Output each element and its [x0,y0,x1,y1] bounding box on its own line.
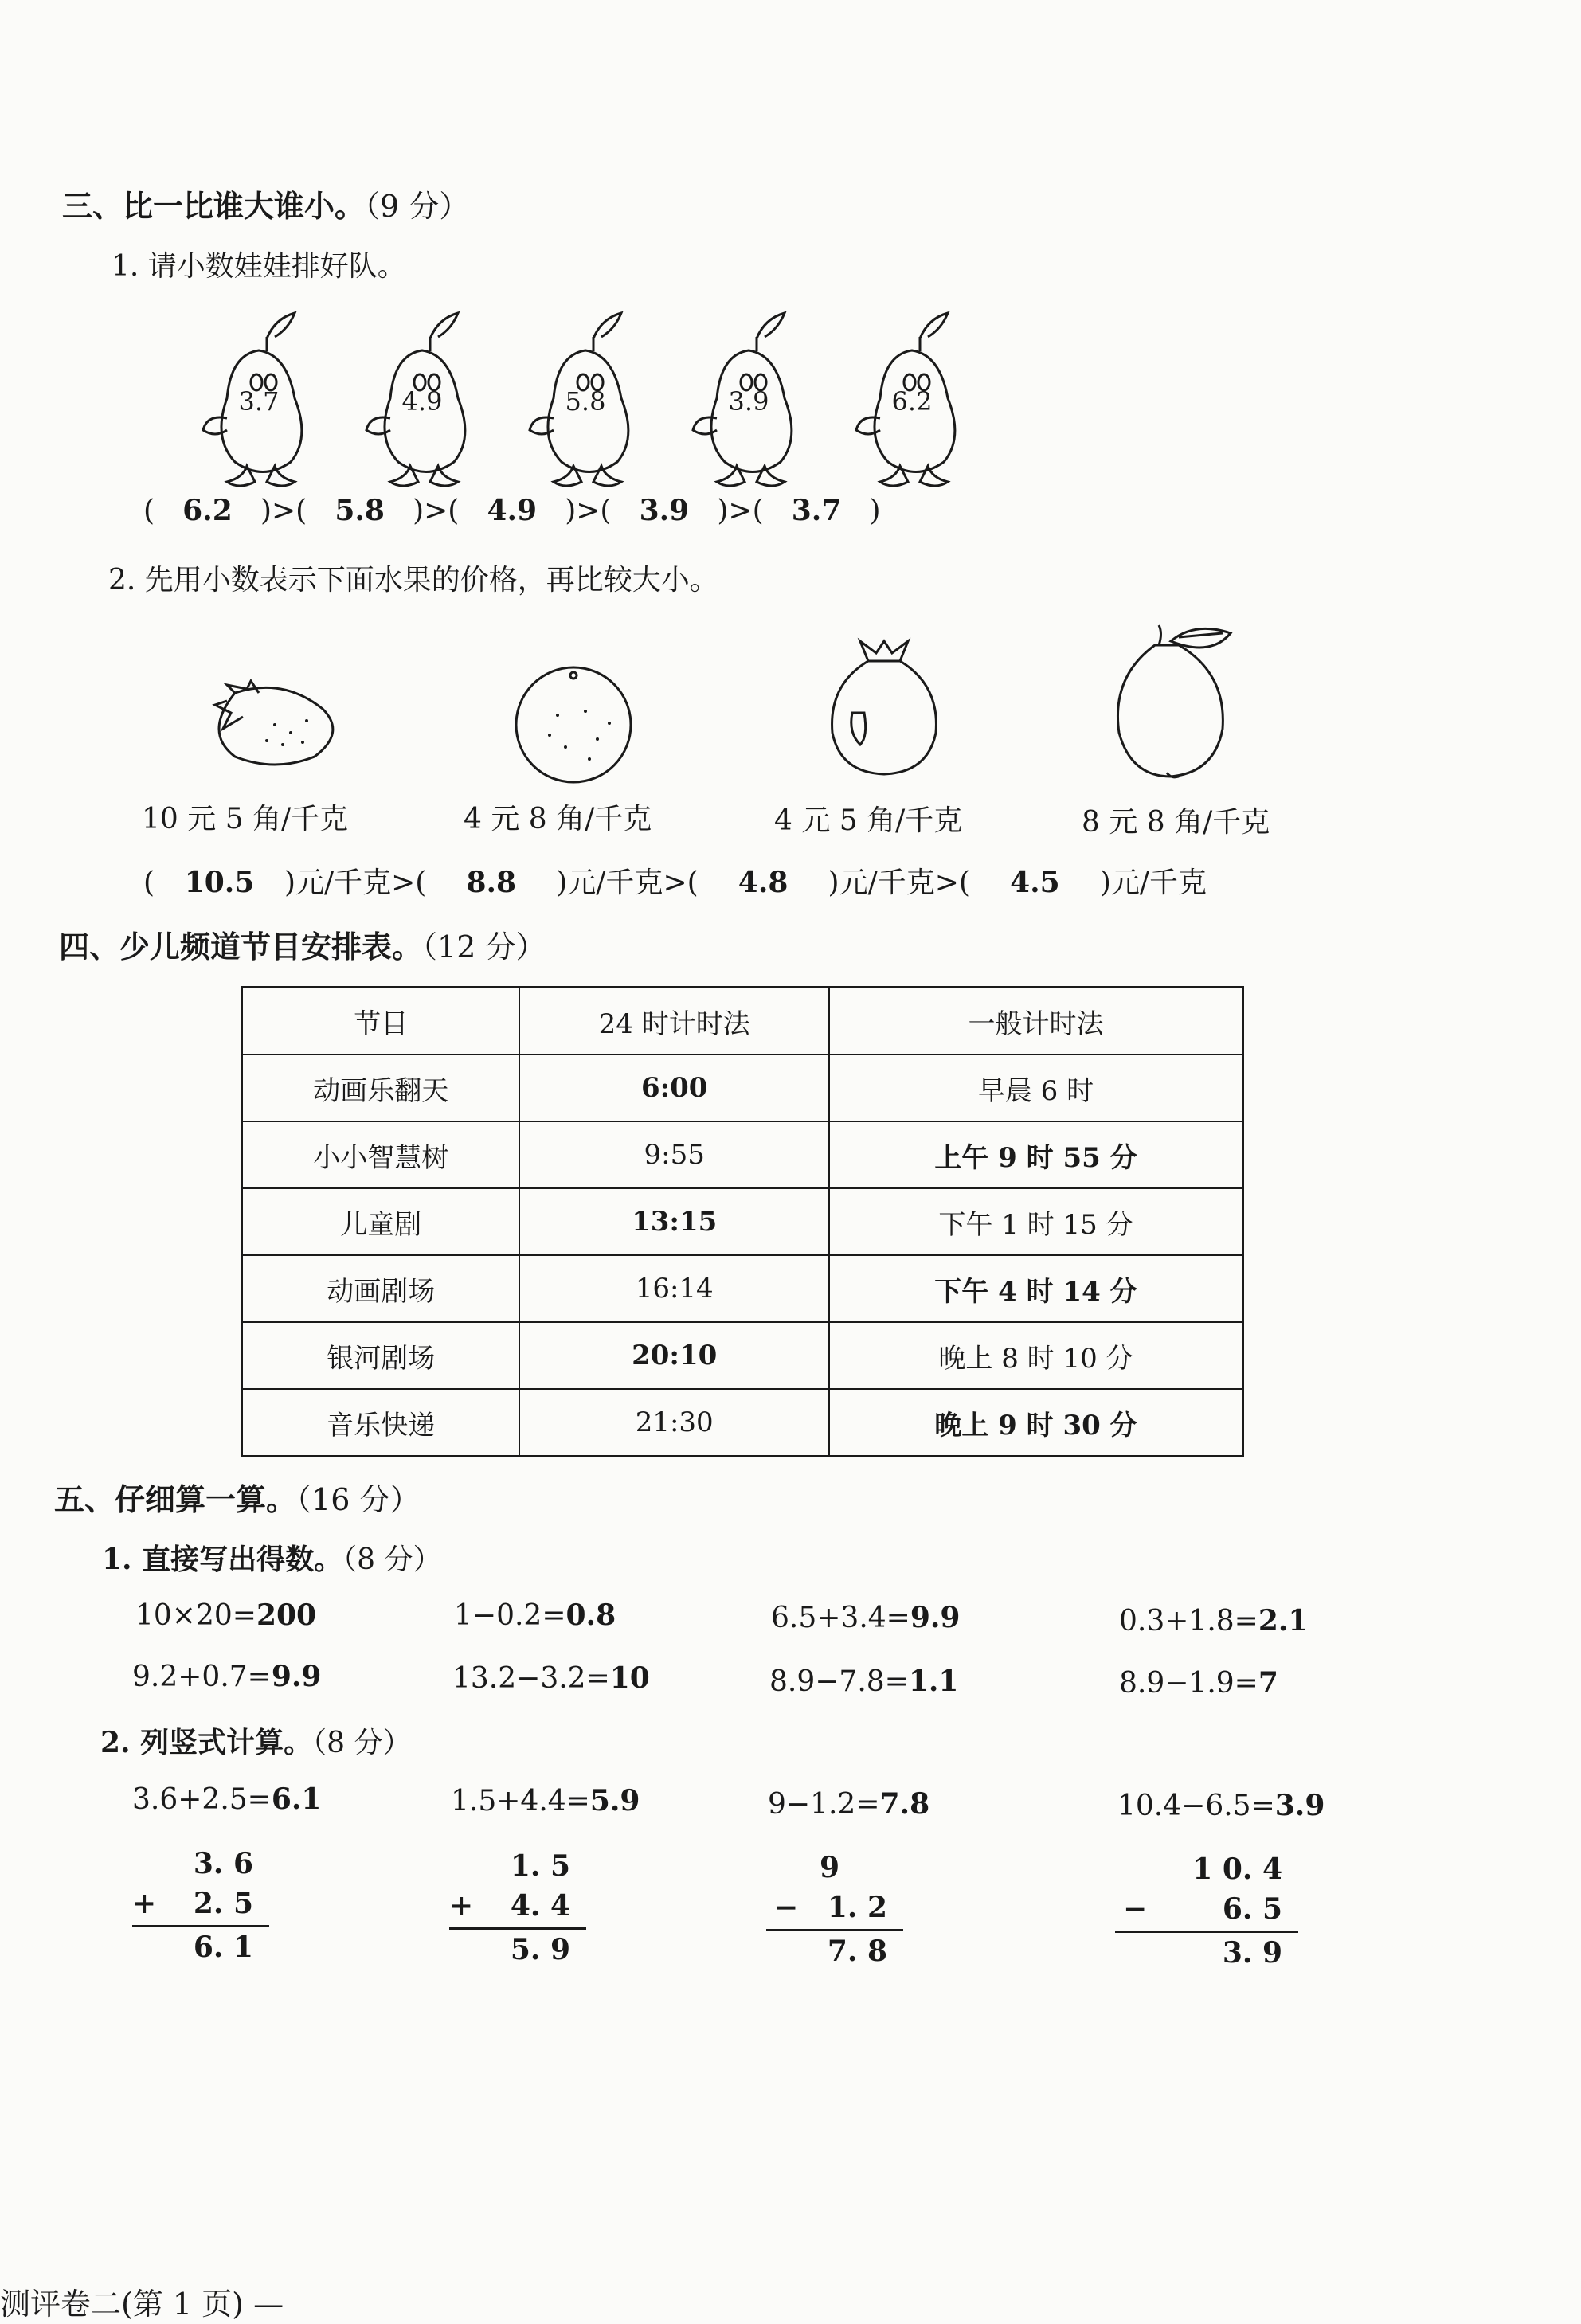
vertical-result: 5. 9 [510,1933,570,1966]
program-name: 音乐快递 [242,1389,520,1457]
section5-q2-label [100,1720,411,1761]
vertical-calc-expr [132,1782,321,1816]
compare-answer: 4.8 [738,866,789,899]
pear-number: 5.8 [565,386,606,417]
compare-unit: 元/千克 [295,867,392,899]
compare-answer: 10.5 [184,866,255,899]
calc-expr: 13.2−3.2= [452,1662,610,1695]
calc-answer: 10 [609,1661,650,1695]
price-compare-line: ( 10.5 )元/千克>( 8.8 )元/千克>( 4.8 )元/千克>( 4.5 )元/千克 [143,866,1207,899]
vertical-op: − [1123,1892,1148,1926]
pear-number: 4.9 [401,386,443,417]
time-general: 晚上 8 时 10 分 [829,1322,1243,1389]
fruit-price: 8 元 8 角/千克 [1082,806,1270,839]
vertical-bottom: 1. 2 [827,1891,887,1924]
vertical-result: 7. 8 [827,1935,887,1968]
vertical-result: 3. 9 [1222,1936,1282,1970]
calc-answer: 5.9 [589,1784,640,1817]
section3-q1-label: 1. 请小数娃娃排好队。 [112,250,406,283]
time-24h: 6:00 [519,1054,829,1121]
vertical-op: + [449,1889,474,1923]
table-row [242,1121,1243,1188]
vertical-op: + [132,1887,157,1920]
page-footer: 测评卷二(第 1 页) — [0,2287,284,2322]
order-answer: 5.8 [335,494,385,527]
direct-calc [454,1598,616,1632]
program-name: 动画剧场 [242,1255,520,1322]
vertical-bottom: 4. 4 [510,1889,570,1923]
time-general: 下午 1 时 15 分 [829,1188,1243,1255]
calc-expr: 1.5+4.4= [451,1785,590,1817]
order-answer: 4.9 [487,494,538,527]
table-row [242,1389,1243,1457]
calc-expr: 6.5+3.4= [771,1602,910,1634]
time-24h: 21:30 [519,1389,829,1457]
calc-answer: 9.9 [271,1660,322,1693]
section3-title: 三、比一比谁大谁小。 [62,188,366,224]
calc-answer: 6.1 [271,1782,322,1816]
table-header-cell: 24 时计时法 [519,988,829,1055]
table-header-cell: 一般计时法 [829,988,1243,1055]
order-answer-line: ( 6.2 )>( 5.8 )>( 4.9 )>( 3.9 )>( 3.7 ) [143,494,881,527]
vertical-calc [1115,1849,1298,1973]
q2-label-text: 2. 列竖式计算。 [100,1726,313,1759]
compare-unit: 元/千克 [1110,867,1207,899]
vertical-calc-expr [1117,1789,1325,1822]
compare-answer: 4.5 [1010,866,1060,899]
calc-answer: 9.9 [910,1601,961,1634]
vertical-calc [132,1844,269,1967]
pomegranate-icon [824,637,944,781]
section5-heading [54,1475,420,1519]
table-header-cell: 节目 [242,988,520,1055]
time-general: 上午 9 时 55 分 [829,1121,1243,1188]
calc-answer: 1.1 [908,1665,959,1698]
order-answer: 3.9 [639,494,690,527]
compare-answer: 8.8 [466,866,517,899]
pear-card [191,307,327,498]
table-row [242,1322,1243,1389]
lemon-icon [1111,621,1239,781]
time-general: 早晨 6 时 [829,1054,1243,1121]
vertical-calc [449,1846,586,1970]
q1-label-text: 1. 直接写出得数。 [102,1543,343,1576]
vertical-top: 1 0. 4 [1192,1853,1282,1886]
time-24h: 20:10 [519,1322,829,1389]
pear-number: 3.9 [728,386,769,417]
time-general: 晚上 9 时 30 分 [829,1389,1243,1457]
orange-icon [510,659,637,787]
q2-score: （8 分） [312,1727,412,1759]
vertical-bottom: 2. 5 [193,1887,253,1920]
pear-number: 3.7 [238,386,280,417]
section3-score: （9 分） [365,189,470,224]
calc-expr: 8.9−1.9= [1119,1667,1258,1700]
section5-score: （16 分） [296,1482,421,1517]
direct-calc [769,1665,958,1698]
calc-answer: 7 [1258,1666,1278,1700]
program-name: 银河剧场 [242,1322,520,1389]
calc-expr: 1−0.2= [454,1599,566,1632]
calc-expr: 3.6+2.5= [132,1783,272,1816]
strawberry-icon [203,677,346,773]
table-row [242,1255,1243,1322]
section4-title: 四、少儿频道节目安排表。 [59,929,423,964]
time-24h: 16:14 [519,1255,829,1322]
direct-calc [1119,1666,1278,1700]
calc-answer: 0.8 [565,1598,616,1632]
calc-expr: 0.3+1.8= [1119,1605,1258,1637]
pear-number: 6.2 [891,386,933,417]
compare-unit: 元/千克 [839,867,935,899]
section5-title: 五、仔细算一算。 [54,1481,297,1517]
time-24h: 13:15 [519,1188,829,1255]
fruit-price: 4 元 5 角/千克 [774,804,963,837]
vertical-top: 1. 5 [510,1849,570,1883]
calc-answer: 3.9 [1274,1789,1325,1822]
pear-card [354,307,490,498]
q1-score: （8 分） [342,1543,442,1576]
section3-q2-label: 2. 先用小数表示下面水果的价格，再比较大小。 [108,564,718,597]
vertical-op: − [774,1891,799,1924]
pear-card [681,307,816,498]
fruit-price: 4 元 8 角/千克 [464,803,652,835]
direct-calc [132,1660,321,1693]
table-row [242,1054,1243,1121]
direct-calc [452,1661,650,1695]
vertical-result: 6. 1 [193,1931,253,1964]
calc-expr: 10×20= [135,1599,256,1632]
direct-calc [771,1601,960,1634]
calc-expr: 10.4−6.5= [1117,1790,1275,1822]
order-answer: 3.7 [791,494,842,527]
program-name: 动画乐翻天 [242,1054,520,1121]
compare-unit: 元/千克 [567,867,663,899]
vertical-bottom: 6. 5 [1222,1892,1282,1926]
calc-answer: 7.8 [879,1787,930,1821]
calc-expr: 9−1.2= [768,1788,880,1821]
vertical-calc-expr [768,1787,929,1821]
time-general: 下午 4 时 14 分 [829,1255,1243,1322]
pear-card [518,307,653,498]
time-24h: 9:55 [519,1121,829,1188]
calc-expr: 8.9−7.8= [769,1665,909,1698]
section3-heading [62,182,469,225]
table-row [242,1188,1243,1255]
section5-q1-label [102,1537,441,1578]
table-header-row [242,988,1243,1055]
program-name: 小小智慧树 [242,1121,520,1188]
vertical-top: 9 [819,1851,839,1884]
section4-heading [59,922,546,966]
order-answer: 6.2 [182,494,233,527]
section4-score: （12 分） [422,929,546,964]
calc-expr: 9.2+0.7= [132,1661,272,1693]
program-name: 儿童剧 [242,1188,520,1255]
calc-answer: 2.1 [1258,1604,1309,1637]
vertical-top: 3. 6 [193,1847,253,1880]
vertical-calc [766,1848,903,1971]
schedule-table [241,986,1244,1457]
calc-answer: 200 [256,1598,317,1632]
direct-calc [135,1598,316,1632]
direct-calc [1119,1604,1308,1637]
vertical-calc-expr [451,1784,640,1817]
pear-card [844,307,980,498]
fruit-price: 10 元 5 角/千克 [142,803,349,835]
